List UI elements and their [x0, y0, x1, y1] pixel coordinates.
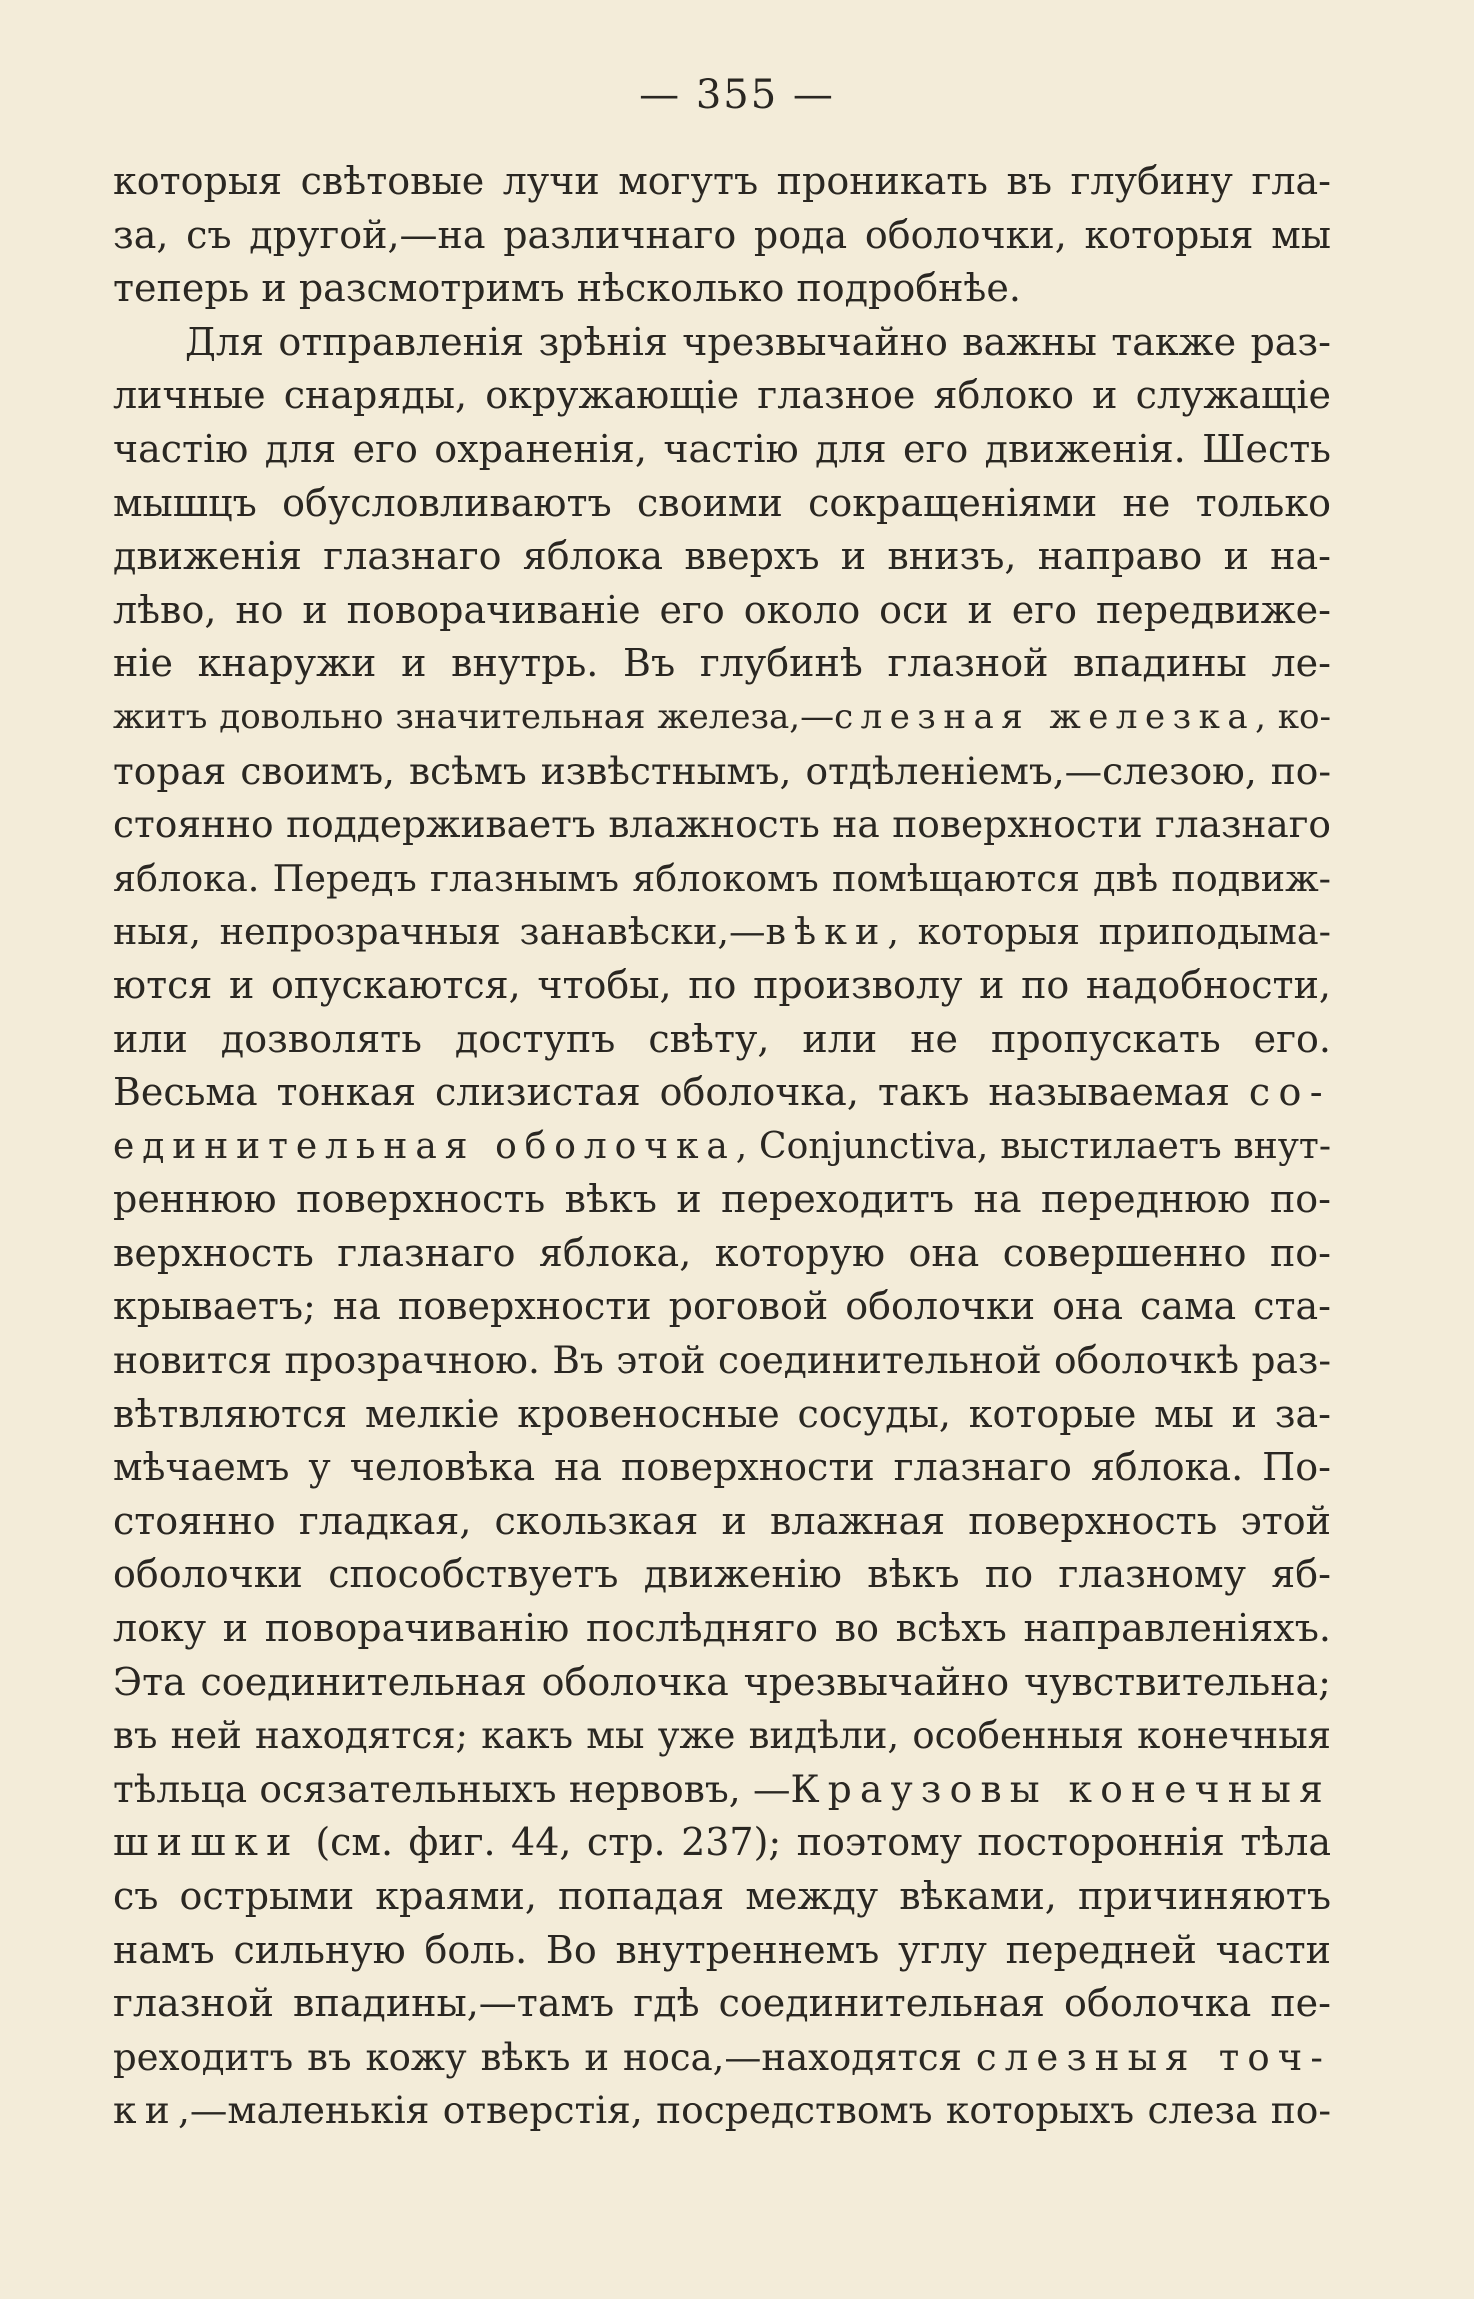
text-segment: торая своимъ, всѣмъ извѣстнымъ, отдѣленіемъ,—слезою, по-: [113, 748, 1331, 793]
text-line: [113, 1280, 1331, 1334]
text-segment: движенія глазнаго яблока вверхъ и внизъ, направо и на-: [113, 534, 1331, 579]
text-line: [113, 798, 1331, 852]
text-line: [113, 369, 1331, 423]
text-segment: вѣтвляются мелкіе кровеносные сосуды, которые мы и за-: [113, 1391, 1331, 1436]
text-segment: частію для его охраненія, частію для его движенія. Шесть: [113, 426, 1331, 471]
text-segment: которыя свѣтовые лучи могутъ проникать въ глубину гла-: [113, 159, 1331, 203]
text-line: [113, 1013, 1331, 1067]
spaced-emphasis-text: шишки: [113, 1820, 300, 1865]
text-line: [113, 1548, 1331, 1602]
text-segment: въ ней находятся; какъ мы уже видѣли, особенныя конечныя: [113, 1714, 1331, 1758]
text-segment: Эта соединительная оболочка чрезвычайно чувствительна;: [113, 1659, 1331, 1704]
text-segment: реходитъ въ кожу вѣкъ и носа,—находятся: [113, 2035, 976, 2079]
text-line: [113, 745, 1331, 799]
text-segment: локу и поворачиванію послѣдняго во всѣхъ направленіяхъ.: [113, 1606, 1331, 1651]
text-segment: Весьма тонкая слизистая оболочка, такъ называемая: [113, 1070, 1249, 1115]
text-line: [113, 262, 1331, 316]
text-line: [113, 1495, 1331, 1549]
text-line: [113, 1709, 1331, 1763]
text-line: [113, 905, 1331, 959]
text-segment: личные снаряды, окружающіе глазное яблоко и служащіе: [113, 373, 1331, 418]
text-line: [113, 1763, 1331, 1817]
text-segment: житъ довольно значительная железа,—: [113, 696, 835, 737]
text-line: [113, 852, 1331, 906]
text-line: [113, 1441, 1331, 1495]
text-line: [113, 155, 1331, 209]
text-line: [113, 1816, 1331, 1870]
text-segment: Для отправленія зрѣнія чрезвычайно важны также раз-: [185, 319, 1331, 364]
text-segment: съ острыми краями, попадая между вѣками, причиняютъ: [113, 1874, 1331, 1918]
text-segment: , которыя приподыма-: [887, 910, 1331, 954]
spaced-emphasis-text: ки: [113, 2088, 178, 2133]
text-segment: ныя, непрозрачныя занавѣски,—: [113, 910, 766, 954]
text-segment: (см. фиг. 44, стр. 237); поэтому постороннія тѣла: [299, 1820, 1331, 1865]
text-line: [113, 1227, 1331, 1281]
page-number: — 355 —: [639, 72, 835, 118]
text-segment: стоянно поддерживаетъ влажность на поверхности глазнаго: [113, 802, 1331, 847]
text-segment: мышцъ обусловливаютъ своими сокращеніями не только: [113, 480, 1331, 525]
text-segment: ются и опускаются, чтобы, по произволу и по надобности,: [113, 962, 1331, 1007]
text-segment: мѣчаемъ у человѣка на поверхности глазнаго яблока. По-: [113, 1445, 1331, 1490]
text-segment: теперь и разсмотримъ нѣсколько подробнѣе.: [113, 266, 1021, 311]
text-segment: оболочки способствуетъ движенію вѣкъ по глазному яб-: [113, 1552, 1331, 1597]
spaced-emphasis-text: слезная железка: [834, 696, 1256, 737]
text-line: [113, 530, 1331, 584]
spaced-emphasis-text: слезныя точ-: [975, 2035, 1331, 2079]
text-line: [113, 1870, 1331, 1924]
text-line: [113, 637, 1331, 691]
text-line: [113, 2031, 1331, 2085]
text-line: [113, 1656, 1331, 1710]
spaced-emphasis-text: единительная оболочка: [113, 1125, 736, 1167]
text-segment: , Conjunctiva, выстилаетъ внут-: [735, 1125, 1331, 1167]
text-line: [113, 1602, 1331, 1656]
text-line: [113, 2084, 1331, 2138]
text-segment: тѣльца осязательныхъ нервовъ, —: [113, 1766, 791, 1811]
text-line: [113, 691, 1331, 745]
spaced-emphasis-text: Краузовы конечныя: [790, 1766, 1331, 1811]
text-segment: верхность глазнаго яблока, которую она совершенно по-: [113, 1230, 1331, 1275]
spaced-emphasis-text: со-: [1248, 1070, 1331, 1115]
text-segment: новится прозрачною. Въ этой соединительной оболочкѣ раз-: [113, 1338, 1331, 1383]
text-segment: , ко-: [1255, 696, 1331, 737]
text-segment: ,—маленькія отверстія, посредствомъ которыхъ слеза по-: [177, 2088, 1331, 2133]
text-line: [113, 1334, 1331, 1388]
text-line: [113, 209, 1331, 263]
text-segment: глазной впадины,—тамъ гдѣ соединительная оболочка пе-: [113, 1981, 1331, 2026]
body-text: [113, 155, 1331, 2138]
text-segment: за, съ другой,—на различнаго рода оболочки, которыя мы: [113, 212, 1331, 257]
text-line: [113, 1388, 1331, 1442]
text-line: [113, 1924, 1331, 1978]
text-line: [113, 423, 1331, 477]
text-segment: или дозволять доступъ свѣту, или не пропускать его.: [113, 1016, 1331, 1061]
text-segment: яблока. Передъ глазнымъ яблокомъ помѣщаются двѣ подвиж-: [113, 856, 1331, 900]
text-line: [113, 959, 1331, 1013]
text-segment: намъ сильную боль. Во внутреннемъ углу передней части: [113, 1927, 1331, 1972]
text-line: [113, 1066, 1331, 1120]
text-line: [113, 1173, 1331, 1227]
text-segment: стоянно гладкая, скользкая и влажная поверхность этой: [113, 1498, 1331, 1543]
text-segment: ніе кнаружи и внутрь. Въ глубинѣ глазной впадины ле-: [113, 641, 1331, 686]
text-segment: крываетъ; на поверхности роговой оболочки она сама ста-: [113, 1284, 1331, 1329]
text-line: [113, 1120, 1331, 1174]
text-line: [113, 1977, 1331, 2031]
text-segment: лѣво, но и поворачиваніе его около оси и его передвиже-: [113, 587, 1331, 632]
text-line: [113, 316, 1331, 370]
text-segment: реннюю поверхность вѣкъ и переходитъ на переднюю по-: [113, 1177, 1331, 1222]
text-line: [113, 477, 1331, 531]
text-line: [113, 584, 1331, 638]
spaced-emphasis-text: вѣки: [765, 910, 888, 954]
